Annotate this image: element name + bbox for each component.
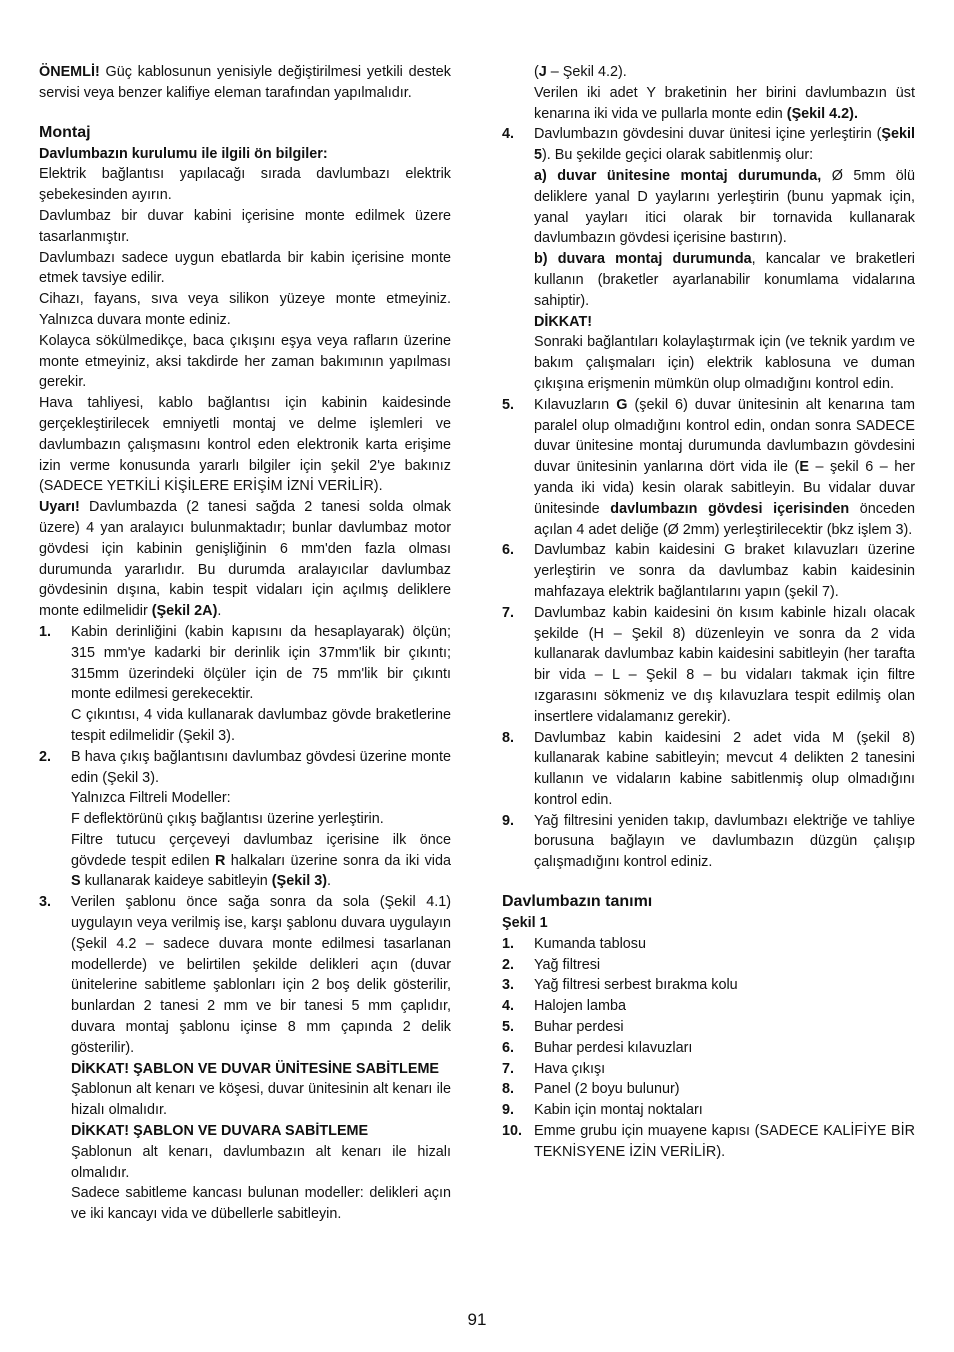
item-number: 9. <box>502 1102 515 1119</box>
step-text: Davlumbaz kabin kaidesini 2 adet vida M (şekil 8) kullanarak kabine sabitleyin; mevcut 4 delikten 2 tanesini kullanın ve vidaların kabine sabitlenmiş olup olmadığını kontrol edin. <box>534 729 915 808</box>
label-s: S <box>71 873 81 890</box>
paragraph: Davlumbaz bir duvar kabini içerisine monte edilmek üzere tasarlanmıştır. <box>39 207 451 245</box>
paragraph: Kolayca sökülmedikçe, baca çıkışını eşya veya rafların üzerine monte etmeyiniz, aksi takdirde her zaman bakımının yapılması gerekir. <box>39 332 451 391</box>
list-item <box>502 1121 915 1163</box>
warning-text: Davlumbazda (2 tanesi sağda 2 tanesi solda olmak üzere) 4 yan aralayıcı bulunmaktadır; bunlar davlumbaz motor gövdesi için kabinin genişliğinin 6 mm'den fazla olması durumunda yararlıdır. Bu durumda aralayıcılar davlumbaz gövdesinin dışına, kabin tespit vidaları için açılmış deliklere monte edilmelidir <box>39 499 451 620</box>
punct: . <box>217 603 222 620</box>
step-3 <box>39 892 451 1225</box>
punct: . <box>327 873 331 890</box>
step-8 <box>502 728 915 811</box>
parts-list <box>502 934 915 1163</box>
item-text: Kabin için montaj noktaları <box>534 1102 703 1119</box>
text-run: Ø 5mm ölü deliklere yanal D yaylarını yerleştirin (bunu yapmak için, yanal yayları itici olarak bir tornavida kullanarak davlumbazın gövdesi içerisine bastırın). <box>534 167 915 247</box>
text-run: – Şekil 4.2). <box>546 64 627 80</box>
item-text: Kumanda tablosu <box>534 935 647 952</box>
figure-ref: (Şekil 2A) <box>151 603 218 620</box>
list-item <box>502 1079 915 1100</box>
item-number: 6. <box>502 1039 515 1056</box>
list-item <box>502 1017 915 1038</box>
step-text <box>534 395 915 541</box>
item-number: 4. <box>502 998 515 1015</box>
text-run: Davlumbazın gövdesini duvar ünitesi içine yerleştirin ( <box>534 126 882 143</box>
step-number: 6. <box>502 542 515 559</box>
step-text <box>534 124 915 166</box>
paragraph: Hava tahliyesi, kablo bağlantısı için kabinin kaidesinde gerçekleştirilecek emniyetli montaj ve delme işlemleri ve davlumbazın çalışmasını kontrol eden elektronik karta erişime izin verme konusunda yararlı bilgiler için şekil 2'ye bakınız (SADECE YETKİLİ KİŞİLERE ERİŞİM İZNİ VERİLİR). <box>39 395 451 495</box>
important-label: ÖNEMLİ! <box>39 64 100 80</box>
step-text: C çıkıntısı, 4 vida kullanarak davlumbaz gövde braketlerine tespit edilmelidir (Şekil 3). <box>71 707 451 744</box>
text-run: Filtre tutucu çerçeveyi davlumbaz içerisine ilk önce gövdede tespit edilen <box>71 831 451 869</box>
figure-ref: Şekil 5 <box>534 126 915 164</box>
page-number: 91 <box>467 1310 487 1329</box>
item-text: Yağ filtresi serbest bırakma kolu <box>534 977 738 994</box>
step-text: Davlumbaz kabin kaidesini G braket kılavuzları üzerine yerleştirin ve sonra da davlumbaz kabin kaidesinin mahfazaya elektrik bağlantılarını yapın (şekil 7). <box>534 542 915 600</box>
paragraph: Cihazı, fayans, sıva veya silikon yüzeye monte etmeyiniz. Yalnızca duvara monte ediniz. <box>39 291 451 328</box>
step-text: Sonraki bağlantıları kolaylaştırmak için (ve teknik yardım ve bakım çalışmaları için) elektrik kablosuna ve duman çıkışına erişmenin mümkün olup olmadığını kontrol edin. <box>534 334 915 392</box>
right-column <box>502 62 915 1163</box>
text-run: ). Bu şekilde geçici olarak sabitlenmiş olur: <box>542 147 814 164</box>
step-number: 4. <box>502 126 515 143</box>
paragraph: Elektrik bağlantısı yapılacağı sırada davlumbazı elektrik şebekesinden ayırın. <box>39 166 451 204</box>
text-run: önceden açılan 4 adet deliğe (Ø 2mm) yerleştirilecektir (bkz işlem 3). <box>534 500 916 538</box>
figure-label: Şekil 1 <box>502 915 548 932</box>
step-text: Yağ filtresini yeniden takıp, davlumbazı elektriğe ve tahliye borusuna bağlayın ve davlumbazın düzgün çalışıp çalışmadığını kontrol ediniz. <box>534 812 915 871</box>
item-text: Hava çıkışı <box>534 1060 606 1077</box>
text-run: Verilen iki adet Y braketinin her birini davlumbazın üst kenarına iki vida ve pullarla monte edin <box>534 84 915 122</box>
item-text: Buhar perdesi <box>534 1019 624 1036</box>
item-number: 1. <box>502 935 515 952</box>
text-run: (şekil 6) duvar ünitesinin alt kenarına tam paralel olup olmadığını kontrol edin, ondan sonra SADECE duvar ünitesine montaj durumunda davlumbazın gövdesini duvar ünitesinin yanlarına dört vida ile ( <box>534 396 915 476</box>
caution-heading: DİKKAT! ŞABLON VE DUVAR ÜNİTESİNE SABİTLEME <box>71 1060 440 1077</box>
step-number: 5. <box>502 396 515 413</box>
intro-paragraph <box>39 62 451 104</box>
list-item <box>502 1059 915 1080</box>
label-e: E <box>799 459 809 476</box>
item-number: 10. <box>502 1123 523 1140</box>
item-number: 2. <box>502 956 515 973</box>
step-6 <box>502 540 915 602</box>
step-5 <box>502 395 915 541</box>
step-text: Davlumbaz kabin kaidesini ön kısım kabinle hizalı olacak şekilde (H – Şekil 8) düzenleyin ve sonra da 2 vida kullanarak davlumbaz kabin kaidesini sabitleyin (her tarafta bir vida – L – Şekil 8 – bu vidaları takmak için filtre ızgarasını sökmeniz ve dış kılavuzlara tespit edilmiş olan insertlere vidalamanız gerekir). <box>534 604 915 725</box>
montaj-heading: Montaj <box>39 123 91 141</box>
step-text <box>71 830 451 892</box>
item-text: Panel (2 boyu bulunur) <box>534 1081 680 1098</box>
step-text: Yalnızca Filtreli Modeller: <box>71 790 231 807</box>
paragraph: Davlumbazı sadece uygun ebatlarda bir kabin içerisine monte etmek tavsiye edilir. <box>39 249 451 287</box>
text-run: Kılavuzların <box>534 396 617 413</box>
warning-paragraph <box>39 497 451 622</box>
step-text: Verilen şablonu önce sağa sonra da sola (Şekil 4.1) uygulayın veya verilmiş ise, karşı şablonu duvara uygulayın (Şekil 4.2 – sadece duvara monte edilmesi tasarlanan modellerde) ve belirtilen şekilde delikleri açın (duvar ünitelerine sabitleme şablonları için 2 boş delik gösterilir, bunlardan 2 tanesi 2 mm ve bir tanesi 5 mm çaplıdır, duvara montaj şablonu içinse 8 mm çapında 2 delik gösterilir). <box>71 894 451 1056</box>
step-number: 9. <box>502 812 515 829</box>
step-text: B hava çıkış bağlantısını davlumbaz gövdesi üzerine monte edin (Şekil 3). <box>71 748 451 786</box>
list-item <box>502 934 915 955</box>
step-number: 2. <box>39 748 52 765</box>
item-text: Yağ filtresi <box>534 956 601 973</box>
step-text: Kabin derinliğini (kabin kapısını da hesaplayarak) ölçün; 315 mm'ye kadarki bir derinlik için 37mm'lik bir çıkıntı; 315mm üzerindeki ölçüler için de 75 mm'lik bir çıkıntı monte edilmesi gerekecektir. <box>71 623 451 703</box>
step-text: F deflektörünü çıkış bağlantısı üzerine yerleştirin. <box>71 811 384 828</box>
text-run: kullanarak kaideye sabitleyin <box>80 873 272 890</box>
text-run: , kancalar ve braketleri kullanın (braketler ayarlanabilir konumlama vidalarına sahiptir). <box>534 251 915 309</box>
list-item <box>502 1038 915 1059</box>
step-3-continued <box>502 62 915 124</box>
figure-ref: (Şekil 3) <box>271 873 327 890</box>
step-text: Sadece sabitleme kancası bulunan modeller: delikleri açın ve iki kancayı vida ve dübellerle sabitleyin. <box>71 1185 451 1223</box>
step-number: 1. <box>39 623 52 640</box>
label-j: J <box>538 64 547 80</box>
caution-heading: DİKKAT! <box>534 313 593 330</box>
item-text: Emme grubu için muayene kapısı (SADECE KALİFİYE BİR TEKNİSYENE İZİN VERİLİR). <box>534 1123 915 1160</box>
emphasis: davlumbazın gövdesi içerisinden <box>610 500 850 517</box>
label-g: G <box>616 396 628 413</box>
step-text: Şablonun alt kenarı, davlumbazın alt kenarı ile hizalı olmalıdır. <box>71 1143 451 1181</box>
item-text: Halojen lamba <box>534 998 626 1015</box>
left-column <box>39 62 451 1225</box>
punct: ( <box>534 64 539 80</box>
item-text: Buhar perdesi kılavuzları <box>534 1039 693 1056</box>
step-4 <box>502 124 915 394</box>
list-item <box>502 996 915 1017</box>
step-text: Şablonun alt kenarı ve köşesi, duvar ünitesinin alt kenarı ile hizalı olmalıdır. <box>71 1081 451 1119</box>
item-number: 7. <box>502 1060 515 1077</box>
step-7 <box>502 603 915 728</box>
step-text <box>534 62 915 83</box>
list-item <box>502 1100 915 1121</box>
description-heading: Davlumbazın tanımı <box>502 893 653 911</box>
label-r: R <box>215 852 226 869</box>
intro-text: Güç kablosunun yenisiyle değiştirilmesi yetkili destek servisi veya benzer kalifiye eleman tarafından yapılmalıdır. <box>39 64 451 101</box>
step-number: 3. <box>39 894 52 911</box>
item-number: 3. <box>502 977 515 994</box>
text-run: – şekil 6 – her yanda iki vida) kesin olarak sabitleyin. Bu vidalar duvar ünitesinde <box>534 459 916 517</box>
case-label: b) duvara montaj durumunda <box>534 251 752 268</box>
list-item <box>502 975 915 996</box>
step-text <box>534 83 915 125</box>
step-text <box>534 249 915 311</box>
text-run: halkaları üzerine sonra da iki vida <box>225 852 451 869</box>
warning-label: Uyarı! <box>39 499 80 516</box>
figure-ref: (Şekil 4.2). <box>786 105 858 122</box>
list-item <box>502 955 915 976</box>
step-9 <box>502 811 915 873</box>
case-label: a) duvar ünitesine montaj durumunda, <box>534 167 822 184</box>
step-number: 8. <box>502 729 515 746</box>
step-number: 7. <box>502 604 515 621</box>
caution-heading: DİKKAT! ŞABLON VE DUVARA SABİTLEME <box>71 1123 369 1140</box>
preliminary-heading: Davlumbazın kurulumu ile ilgili ön bilgiler: <box>39 145 328 162</box>
item-number: 5. <box>502 1019 515 1036</box>
step-1 <box>39 622 451 747</box>
step-text <box>534 166 915 249</box>
step-2 <box>39 747 451 893</box>
item-number: 8. <box>502 1081 515 1098</box>
